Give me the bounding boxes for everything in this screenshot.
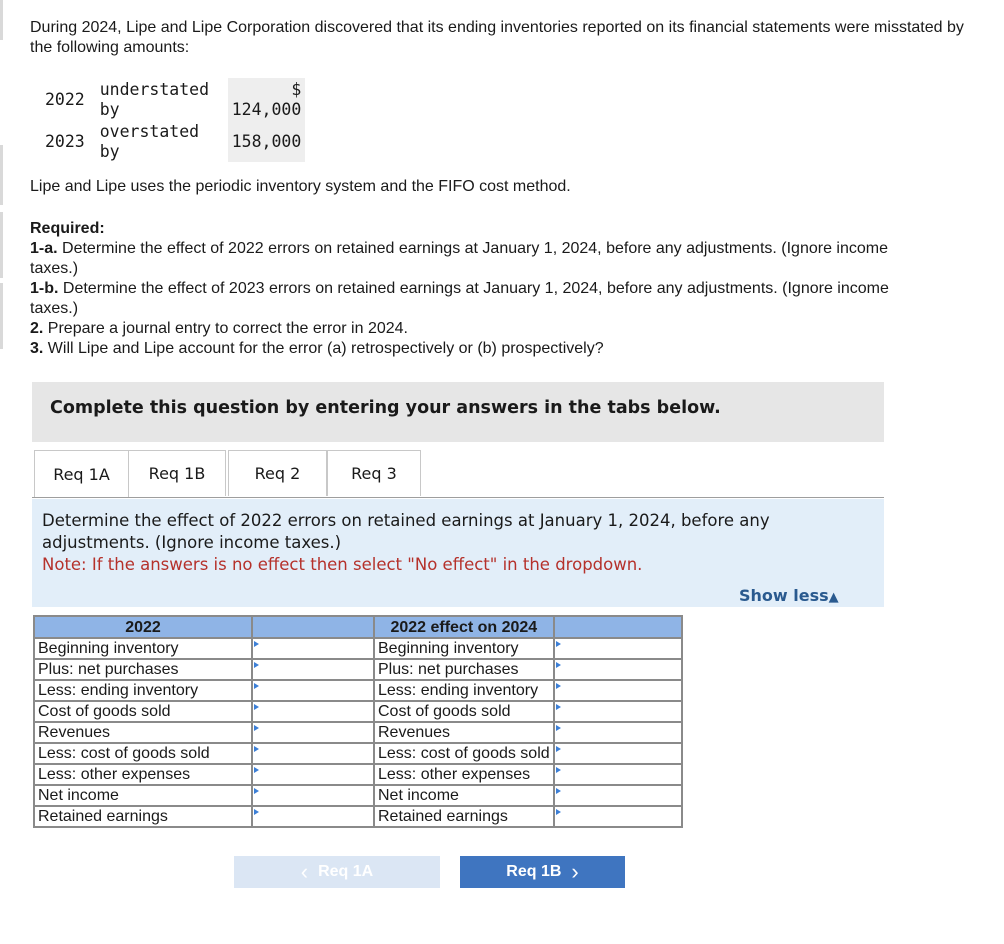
table-row	[34, 638, 682, 659]
row-label: Less: cost of goods sold	[374, 743, 554, 764]
tab-divider	[32, 497, 884, 498]
description: understated by	[99, 80, 210, 119]
row-label: Less: ending inventory	[374, 680, 554, 701]
right-column-header: 2022 effect on 2024	[374, 616, 554, 638]
left-column-header: 2022	[34, 616, 252, 638]
effect-dropdown[interactable]	[252, 722, 374, 743]
effect-dropdown[interactable]	[554, 764, 682, 785]
row-label: Less: cost of goods sold	[34, 743, 252, 764]
next-button[interactable]: Req 1B ›	[460, 856, 625, 888]
row-label: Plus: net purchases	[374, 659, 554, 680]
effect-dropdown[interactable]	[252, 701, 374, 722]
tab-req-3[interactable]: Req 3	[327, 450, 421, 496]
row-label: Retained earnings	[374, 806, 554, 827]
tab-req-1a[interactable]: Req 1A	[34, 450, 129, 498]
chevron-left-icon: ‹	[300, 859, 309, 884]
table-header-row	[34, 616, 682, 638]
effect-dropdown[interactable]	[252, 785, 374, 806]
required-item: 2. Prepare a journal entry to correct the error in 2024.	[30, 320, 408, 337]
row-label: Beginning inventory	[34, 638, 252, 659]
effect-dropdown[interactable]	[554, 680, 682, 701]
misstatement-row	[38, 122, 305, 162]
row-label: Net income	[374, 785, 554, 806]
row-label: Less: other expenses	[34, 764, 252, 785]
effect-dropdown[interactable]	[252, 659, 374, 680]
table-row	[34, 701, 682, 722]
required-item: 1-b. Determine the effect of 2023 errors on retained earnings at January 1, 2024, before any adjustments. (Ignore income taxes.)	[30, 280, 889, 317]
effect-dropdown[interactable]	[554, 722, 682, 743]
amount: $ 124,000	[228, 78, 306, 122]
instruction-banner: Complete this question by entering your answers in the tabs below.	[32, 382, 884, 442]
amount: 158,000	[228, 122, 306, 162]
prev-button[interactable]: ‹ Req 1A	[234, 856, 440, 888]
effect-table	[33, 615, 683, 828]
required-section	[30, 219, 930, 359]
effect-dropdown[interactable]	[252, 680, 374, 701]
row-label: Cost of goods sold	[34, 701, 252, 722]
required-item: 1-a. Determine the effect of 2022 errors on retained earnings at January 1, 2024, before any adjustments. (Ignore income taxes.)	[30, 240, 888, 277]
year: 2022	[45, 90, 85, 109]
row-label: Revenues	[34, 722, 252, 743]
margin-bar	[0, 212, 3, 278]
row-label: Less: other expenses	[374, 764, 554, 785]
misstatement-table	[38, 78, 305, 162]
table-row	[34, 659, 682, 680]
effect-dropdown[interactable]	[252, 764, 374, 785]
effect-dropdown[interactable]	[252, 638, 374, 659]
left-amount-header	[252, 616, 374, 638]
effect-dropdown[interactable]	[554, 659, 682, 680]
margin-bar	[0, 283, 3, 349]
effect-dropdown[interactable]	[252, 743, 374, 764]
margin-bar	[0, 145, 3, 205]
table-row	[34, 806, 682, 827]
row-label: Net income	[34, 785, 252, 806]
method-text: Lipe and Lipe uses the periodic inventory system and the FIFO cost method.	[30, 178, 571, 195]
tab-bar	[34, 450, 421, 498]
effect-dropdown[interactable]	[554, 785, 682, 806]
row-label: Plus: net purchases	[34, 659, 252, 680]
table-row	[34, 680, 682, 701]
margin-bar	[0, 0, 3, 40]
effect-dropdown[interactable]	[554, 638, 682, 659]
row-label: Beginning inventory	[374, 638, 554, 659]
description: overstated by	[99, 122, 200, 161]
misstatement-row	[38, 78, 305, 122]
question-note: Note: If the answers is no effect then select "No effect" in the dropdown.	[42, 555, 643, 574]
row-label: Less: ending inventory	[34, 680, 252, 701]
intro-text: During 2024, Lipe and Lipe Corporation discovered that its ending inventories reported on its financial statements were misstated by the following amounts:	[30, 19, 964, 56]
right-amount-header	[554, 616, 682, 638]
table-row	[34, 743, 682, 764]
required-heading: Required:	[30, 220, 105, 237]
table-row	[34, 722, 682, 743]
effect-dropdown[interactable]	[554, 806, 682, 827]
effect-dropdown[interactable]	[554, 743, 682, 764]
effect-dropdown[interactable]	[252, 806, 374, 827]
chevron-right-icon: ›	[571, 859, 579, 884]
row-label: Revenues	[374, 722, 554, 743]
tab-req-2[interactable]: Req 2	[228, 450, 327, 496]
row-label: Cost of goods sold	[374, 701, 554, 722]
required-item: 3. Will Lipe and Lipe account for the error (a) retrospectively or (b) prospectively?	[30, 340, 604, 357]
triangle-up-icon: ▲	[828, 590, 839, 605]
show-less-link[interactable]: Show less▲	[739, 586, 839, 605]
table-row	[34, 764, 682, 785]
year: 2023	[45, 132, 85, 151]
question-text: Determine the effect of 2022 errors on retained earnings at January 1, 2024, before any adjustments. (Ignore income taxes.)	[42, 511, 770, 552]
effect-dropdown[interactable]	[554, 701, 682, 722]
table-row	[34, 785, 682, 806]
tab-req-1b[interactable]: Req 1B	[129, 450, 226, 496]
row-label: Retained earnings	[34, 806, 252, 827]
